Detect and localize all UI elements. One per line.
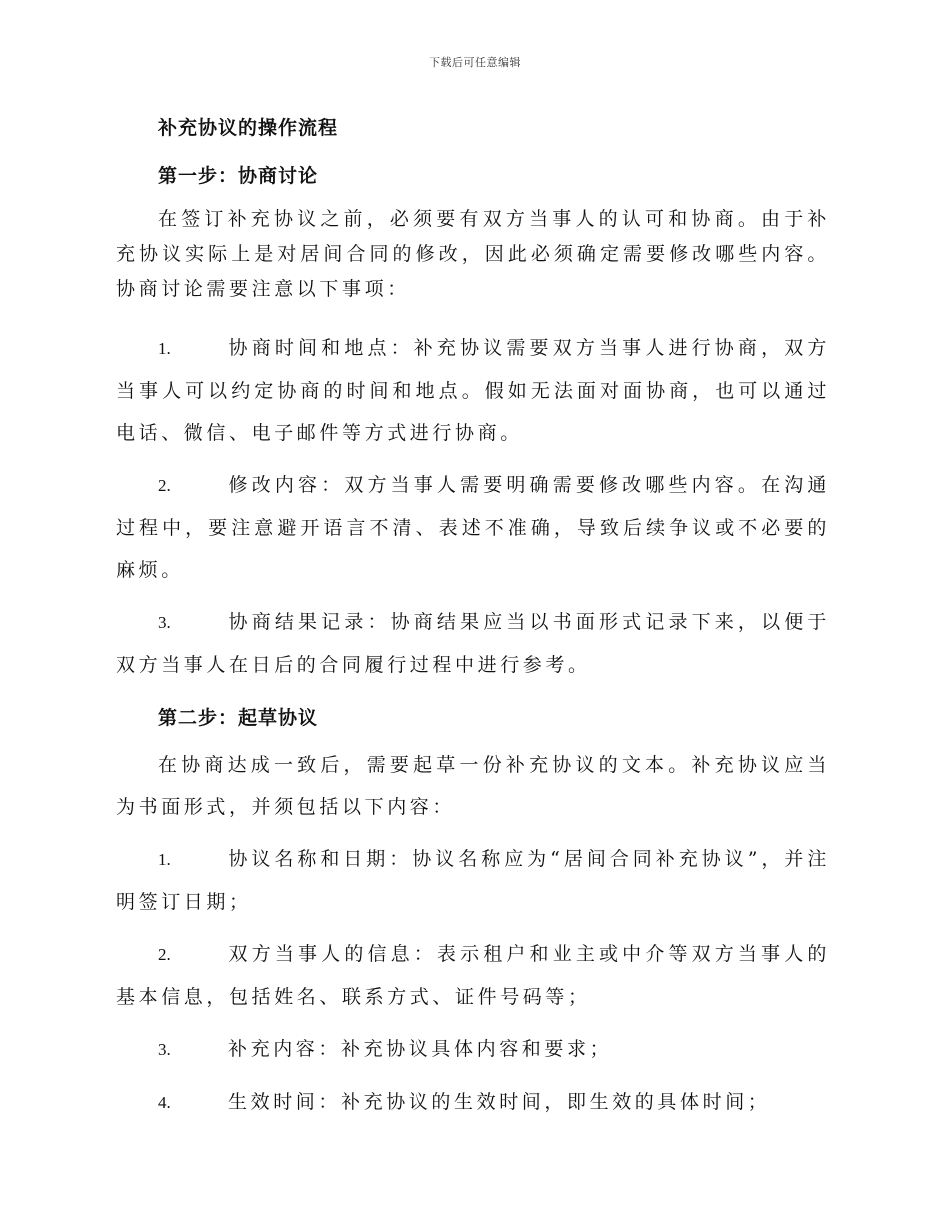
page-header: 下载后可任意编辑 bbox=[429, 56, 521, 69]
list-item-text: 修改内容：双方当事人需要明确需要修改哪些内容。在沟通过程中，要注意避开语言不清、表述不准确，导致后续争议或不必要的麻烦。 bbox=[116, 474, 830, 581]
document-title: 补充协议的操作流程 bbox=[158, 117, 339, 139]
list-item-number: 2. bbox=[158, 476, 171, 495]
step1-heading: 第一步：协商讨论 bbox=[158, 165, 319, 187]
list-item-text: 生效时间：补充协议的生效时间，即生效的具体时间； bbox=[228, 1091, 771, 1113]
list-item-text: 双方当事人的信息：表示租户和业主或中介等双方当事人的基本信息，包括姓名、联系方式、证件号码等； bbox=[116, 943, 830, 1008]
list-item-text: 协议名称和日期：协议名称应为“居间合同补充协议”，并注明签订日期； bbox=[116, 848, 830, 913]
list-item bbox=[116, 1028, 830, 1071]
list-item bbox=[116, 1081, 830, 1124]
list-item-text: 协商时间和地点：补充协议需要双方当事人进行协商，双方当事人可以约定协商的时间和地点。假如无法面对面协商，也可以通过电话、微信、电子邮件等方式进行协商。 bbox=[116, 337, 830, 444]
list-item bbox=[116, 838, 830, 923]
list-item-number: 1. bbox=[158, 339, 171, 358]
list-item bbox=[116, 327, 830, 454]
list-item-number: 3. bbox=[158, 613, 171, 632]
list-item-text: 协商结果记录：协商结果应当以书面形式记录下来，以便于双方当事人在日后的合同履行过程中进行参考。 bbox=[116, 611, 830, 676]
list-item-number: 2. bbox=[158, 945, 171, 964]
step2-heading: 第二步：起草协议 bbox=[158, 707, 319, 729]
list-item bbox=[116, 601, 830, 686]
document-body bbox=[116, 112, 830, 1124]
list-item bbox=[116, 933, 830, 1018]
list-item-number: 4. bbox=[158, 1093, 171, 1112]
list-item bbox=[116, 464, 830, 591]
list-item-text: 补充内容：补充协议具体内容和要求； bbox=[228, 1038, 613, 1060]
list-item-number: 1. bbox=[158, 850, 171, 869]
step2-intro: 在协商达成一致后，需要起草一份补充协议的文本。补充协议应当为书面形式，并须包括以下内容： bbox=[116, 754, 830, 818]
step1-intro: 在签订补充协议之前，必须要有双方当事人的认可和协商。由于补充协议实际上是对居间合同的修改，因此必须确定需要修改哪些内容。协商讨论需要注意以下事项： bbox=[116, 208, 830, 300]
list-item-number: 3. bbox=[158, 1040, 171, 1059]
